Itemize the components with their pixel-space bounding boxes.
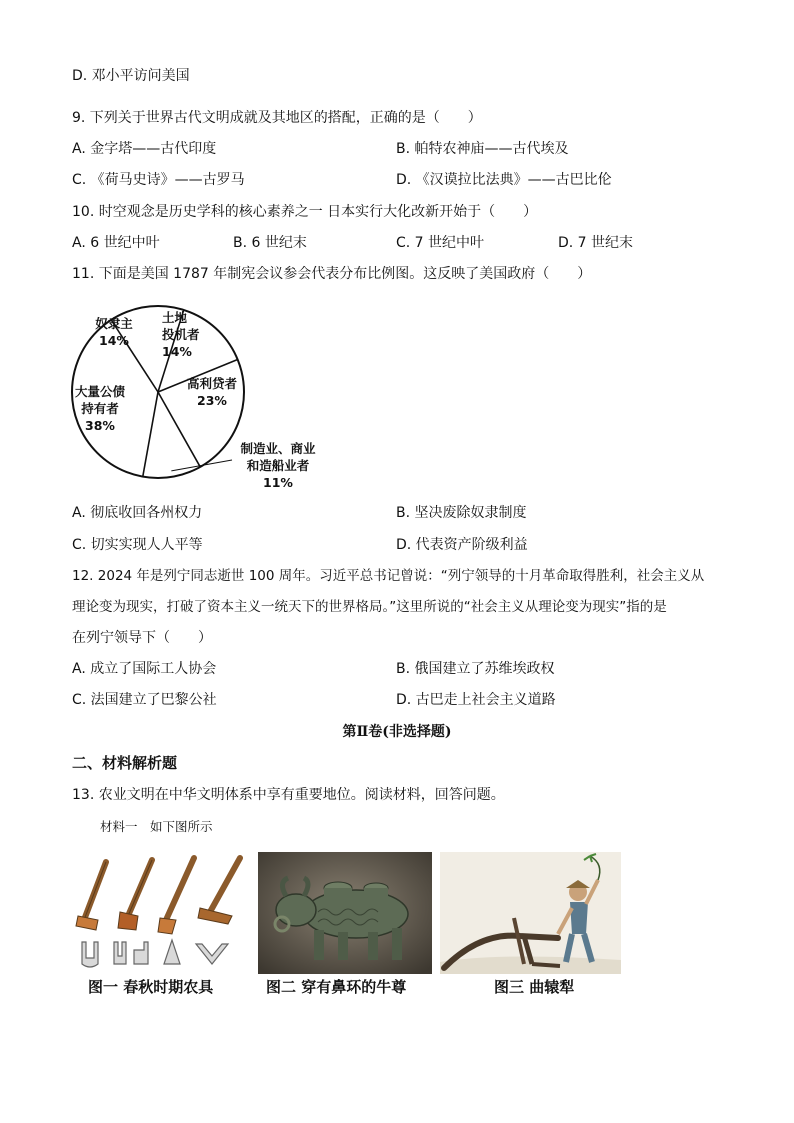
q10-option-c: C. 7 世纪中叶: [396, 235, 485, 251]
q11-option-b: B. 坚决废除奴隶制度: [396, 505, 527, 521]
pie-label-1: 奴隶主 14%: [95, 316, 133, 348]
q11-option-a: A. 彻底收回各州权力: [72, 505, 203, 521]
q12-option-c: C. 法国建立了巴黎公社: [72, 692, 217, 708]
q11-option-d: D. 代表资产阶级利益: [396, 537, 528, 553]
fig3-caption: 图三 曲辕犁: [494, 978, 575, 996]
curved-plough-illustration: [440, 852, 621, 974]
q9-option-a: A. 金字塔——古代印度: [72, 141, 217, 157]
q12-option-d: D. 古巴走上社会主义道路: [396, 692, 556, 708]
delegates-pie-chart: [66, 300, 336, 500]
q9-option-c: C. 《荷马史诗》——古罗马: [72, 172, 245, 188]
q12-stem-line2: 理论变为现实，打破了资本主义一统天下的世界格局。”这里所说的“社会主义从理论变为现实”指的是: [72, 599, 667, 615]
q10-stem: 10. 时空观念是历史学科的核心素养之一 日本实行大化改新开始于（ ）: [72, 204, 538, 220]
q11-option-c: C. 切实实现人人平等: [72, 537, 203, 553]
q11-stem: 11. 下面是美国 1787 年制宪会议参会代表分布比例图。这反映了美国政府（ ）: [72, 266, 592, 282]
q12-option-a: A. 成立了国际工人协会: [72, 661, 217, 677]
section2-title: 二、材料解析题: [72, 754, 178, 772]
q10-option-a: A. 6 世纪中叶: [72, 235, 160, 251]
pie-label-5: 大量公债持有者 38%: [74, 384, 126, 433]
farm-tools-illustration: [72, 850, 248, 972]
q10-option-d: D. 7 世纪末: [558, 235, 634, 251]
q9-option-b: B. 帕特农神庙——古代埃及: [396, 141, 569, 157]
fig2-caption: 图二 穿有鼻环的牛尊: [266, 978, 407, 996]
part2-title: 第Ⅱ卷(非选择题): [342, 724, 452, 740]
q8-option-d: D. 邓小平访问美国: [72, 68, 190, 84]
pie-label-2: 土地投机者 14%: [162, 310, 200, 359]
bronze-ox-vessel-photo: [258, 852, 432, 974]
q9-stem: 9. 下列关于世界古代文明成就及其地区的搭配，正确的是（ ）: [72, 110, 482, 126]
q12-option-b: B. 俄国建立了苏维埃政权: [396, 661, 555, 677]
fig1-caption: 图一 春秋时期农具: [88, 978, 214, 996]
material1-label: 材料一 如下图所示: [100, 819, 213, 834]
q12-stem-line1: 12. 2024 年是列宁同志逝世 100 周年。习近平总书记曾说：“列宁领导的十月革命取得胜利，社会主义从: [72, 568, 705, 584]
q9-option-d: D. 《汉谟拉比法典》——古巴比伦: [396, 172, 612, 188]
q13-stem: 13. 农业文明在中华文明体系中享有重要地位。阅读材料，回答问题。: [72, 787, 505, 803]
q12-stem-line3: 在列宁领导下（ ）: [72, 630, 212, 646]
pie-label-3: 高利贷者 23%: [186, 376, 238, 408]
pie-label-4: 制造业、商业和造船业者 11%: [240, 441, 316, 490]
q10-option-b: B. 6 世纪末: [233, 235, 307, 251]
